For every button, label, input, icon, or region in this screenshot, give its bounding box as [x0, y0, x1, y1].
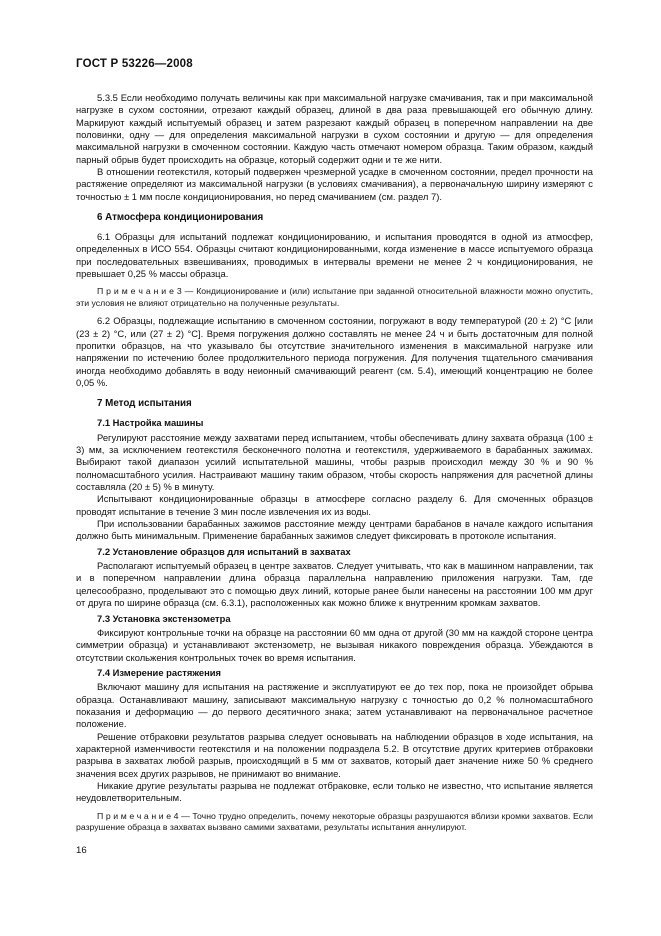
para-7-2-specimen-setup: Располагают испытуемый образец в центре захватов. Следует учитывать, что как в машинном направлении, так и в поперечном направлении длина образца параллельна направлению приложения нагрузки. Там, где целесообразно, проделывают это с помощью двух линий, которые ранее были нанесены на расстоянии 100 мм друг от друга по ширине образца (см. 6.3.1), расположенных как можно ближе к внутренним кромкам захватов. [76, 560, 593, 609]
para-6-2: 6.2 Образцы, подлежащие испытанию в смоченном состоянии, погружают в воду температурой (20 ± 2) °С [или (23 ± 2) °С, или (27 ± 2) °С]. Время погружения должно составлять не менее 24 ч и быть достаточным для полной пропитки образцов, на что указывало бы отсутствие значительного изменения в максимальной нагрузке или напряжении по истечению более продолжительного периода погружения. Для получения тщательного смачивания иногда необходимо добавлять в воду неионный смачивающий реагент (см. 5.4), имеющий концентрацию не более 0,05 %. [76, 315, 593, 388]
para-7-1-drum-clamps: При использовании барабанных зажимов расстояние между центрами барабанов в начале каждого испытания должно быть минимальным. Применение барабанных зажимов следует фиксировать в протоколе испытания. [76, 518, 593, 542]
para-7-4-other-results: Никакие другие результаты разрыва не подлежат отбраковке, если только не известно, что испытание является неудовлетворительным. [76, 779, 593, 804]
para-7-4-rejection: Решение отбраковки результатов разрыва следует основывать на наблюдении образцов в ходе испытания, на характерной изменчивости геотекстиля и на положении подраздела 5.2. В отсутствие других критериев отбраковки разрыва в захватах любой разрыв, происходящий в 5 мм от захватов, который дает значение ниже 50 % среднего значения всех других разрывов, не принимают во внимание. [76, 730, 593, 779]
subsection-7-1-heading: 7.1 Настройка машины [97, 417, 204, 429]
para-wet-shrinkage: В отношении геотекстиля, который подвержен чрезмерной усадке в смоченном состоянии, предел прочности на растяжение определяют из максимальной нагрузки (в условиях смачивания), а первоначальную ширину измеряют с точностью ± 1 мм после кондиционирования, но перед смачиванием (см. раздел 7). [76, 166, 593, 202]
note-4: П р и м е ч а н и е 4 — Точно трудно определить, почему некоторые образцы разрушаются вблизи кромки захватов. Если разрушение образца в захватах вызвано самими захватами, результаты испытания аннулируют. [76, 810, 593, 833]
para-6-1: 6.1 Образцы для испытаний подлежат кондиционированию, и испытания проводятся в одной из атмосфер, определенных в ИСО 554. Образцы считают кондиционированными, когда изменение в массе испытуемого образца при последовательных взвешиваниях, проводимых в интервалы времени не менее 2 ч кондиционирования, не превышает 0,25 % массы образца. [76, 231, 593, 280]
para-7-3-extensometer: Фиксируют контрольные точки на образце на расстоянии 60 мм одна от другой (30 мм на каждой стороне центра симметрии образца) и устанавливают экстензометр, не вызывая никакого повреждения образца. Убеждаются в отсутствии скольжения контрольных точек во время испытания. [76, 626, 593, 663]
section-6-heading: 6 Атмосфера кондиционирования [97, 212, 264, 224]
subsection-7-4-heading: 7.4 Измерение растяжения [97, 666, 221, 678]
para-7-1-machine-setup: Регулируют расстояние между захватами перед испытанием, чтобы обеспечивать длину захвата образца (100 ± 3) мм, за исключением геотекстиля бесконечного полотна и геотекстиля, удерживаемого в барабанных зажимах. Выбирают такой диапазон усилий испытательной машины, чтобы разрыв происходил между 30 % и 90 % полномасштабного усилия. Настраивают машину таким образом, чтобы скорость напряжения для расчетной длины составляла (20 ± 5) % в минуту. [76, 431, 593, 493]
para-5-3-5: 5.3.5 Если необходимо получать величины как при максимальной нагрузке смачивания, так и при максимальной нагрузке в сухом состоянии, отрезают каждый образец, длиной в два раза превышающей его обычную длину. Маркируют каждый испытуемый образец и затем разрезают каждый образец в поперечном направлении на две половинки, одну — для определения максимальной нагрузки в сухом состоянии и другую — для определения максимальной нагрузки в смоченном состоянии. Каждую часть отмечают номером образца. Таким образом, каждый парный обрыв будет происходить на образце, который содержит одни и те же нити. [76, 92, 593, 165]
section-7-heading: 7 Метод испытания [97, 398, 192, 410]
note-3: П р и м е ч а н и е 3 — Кондиционирование и (или) испытание при заданной относительной влажности можно опустить, эти условия не влияют отрицательно на полученные результаты. [76, 286, 593, 308]
page-number: 16 [76, 845, 87, 856]
subsection-7-3-heading: 7.3 Установка экстензометра [97, 612, 231, 624]
document-body [76, 92, 593, 839]
para-7-4-measurement: Включают машину для испытания на растяжение и эксплуатируют ее до тех пор, пока не произойдет обрыва образца. Останавливают машину, записывают максимальную нагрузку с точностью до 0,2 % полномасштабного показания и деформацию — до первого десятичного знака; затем устанавливают на первоначальное расчетное положение. [76, 681, 593, 730]
document-title: ГОСТ Р 53226—2008 [76, 58, 193, 70]
subsection-7-2-heading: 7.2 Установление образцов для испытаний в захватах [97, 545, 351, 557]
para-7-1-conditioned: Испытывают кондиционированные образцы в атмосфере согласно разделу 6. Для смоченных образцов проводят испытание в течение 3 мин после извлечения их из воды. [76, 493, 593, 517]
